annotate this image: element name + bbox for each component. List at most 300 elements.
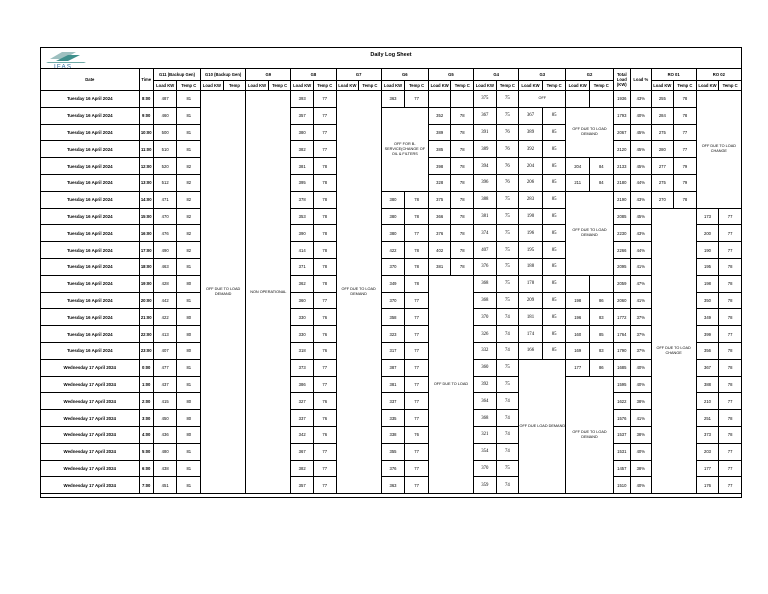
row-time: 17:00 bbox=[139, 242, 153, 259]
g5-load: 381 bbox=[428, 258, 451, 275]
row-time: 13:00 bbox=[139, 174, 153, 191]
g8-temp: 77 bbox=[313, 376, 336, 393]
g11-temp: 82 bbox=[177, 242, 201, 259]
row-load-pct: 40% bbox=[631, 443, 652, 460]
table-row bbox=[41, 309, 742, 326]
row-date: Wednesday 17 April 2024 bbox=[41, 376, 140, 393]
g2-temp: 84 bbox=[589, 174, 613, 191]
g4-temp: 75 bbox=[496, 242, 519, 259]
row-load-pct: 41% bbox=[631, 258, 652, 275]
row-date: Tuesday 16 April 2024 bbox=[41, 191, 140, 208]
row-total-load: 2059 bbox=[613, 275, 630, 292]
g4-load: 364 bbox=[474, 393, 497, 410]
g8-temp: 78 bbox=[313, 242, 336, 259]
g8-load: 393 bbox=[291, 91, 314, 108]
header-unit-temp: Temp C bbox=[719, 81, 742, 91]
row-load-pct: 41% bbox=[631, 292, 652, 309]
row-total-load: 2095 bbox=[613, 258, 630, 275]
g8-load: 390 bbox=[291, 225, 314, 242]
g3-temp: 85 bbox=[542, 242, 566, 259]
g2-temp bbox=[589, 91, 613, 108]
ro02-temp: 77 bbox=[719, 443, 742, 460]
g8-temp: 77 bbox=[313, 460, 336, 477]
g2-load bbox=[566, 275, 590, 292]
ro02-load: 349 bbox=[696, 309, 719, 326]
g11-load: 437 bbox=[153, 376, 177, 393]
g4-load: 396 bbox=[474, 174, 497, 191]
ro01-load: 277 bbox=[651, 158, 674, 175]
ro02-temp: 77 bbox=[719, 225, 742, 242]
g5-load: 352 bbox=[428, 107, 451, 124]
g8-temp: 77 bbox=[313, 91, 336, 108]
g8-temp: 77 bbox=[313, 141, 336, 158]
g8-temp: 76 bbox=[313, 393, 336, 410]
row-date: Tuesday 16 April 2024 bbox=[41, 225, 140, 242]
row-time: 1:00 bbox=[139, 376, 153, 393]
g11-load: 450 bbox=[153, 410, 177, 427]
header-g3: G3 bbox=[519, 69, 566, 81]
ro02-load: 356 bbox=[696, 342, 719, 359]
row-total-load: 1537 bbox=[613, 426, 630, 443]
g11-temp: 82 bbox=[177, 225, 201, 242]
row-total-load: 1510 bbox=[613, 477, 630, 494]
g4-temp: 75 bbox=[496, 91, 519, 108]
row-time: 15:00 bbox=[139, 208, 153, 225]
g8-temp: 78 bbox=[313, 258, 336, 275]
g4-load: 370 bbox=[474, 309, 497, 326]
ro02-temp: 78 bbox=[719, 275, 742, 292]
g5-temp bbox=[451, 91, 474, 108]
g8-load: 318 bbox=[291, 342, 314, 359]
g2-temp bbox=[589, 275, 613, 292]
ro02-temp: 78 bbox=[719, 258, 742, 275]
g11-load: 512 bbox=[153, 174, 177, 191]
row-total-load: 1793 bbox=[613, 107, 630, 124]
row-load-pct: 43% bbox=[631, 191, 652, 208]
g3-load: 196 bbox=[519, 225, 543, 242]
g4-temp: 74 bbox=[496, 443, 519, 460]
row-time: 3:00 bbox=[139, 410, 153, 427]
row-date: Tuesday 16 April 2024 bbox=[41, 158, 140, 175]
g11-load: 490 bbox=[153, 242, 177, 259]
g6-temp: 77 bbox=[405, 326, 429, 343]
g8-load: 373 bbox=[291, 359, 314, 376]
row-load-pct: 40% bbox=[631, 477, 652, 494]
row-time: 22:00 bbox=[139, 326, 153, 343]
header-g8: G8 bbox=[291, 69, 336, 81]
g4-load: 407 bbox=[474, 242, 497, 259]
g5-load: 402 bbox=[428, 242, 451, 259]
g8-load: 337 bbox=[291, 410, 314, 427]
g8-load: 353 bbox=[291, 208, 314, 225]
g2-load: 204 bbox=[566, 158, 590, 175]
g11-temp: 81 bbox=[177, 124, 201, 141]
ro02-status-note: OFF DUE TO LOAD CHANGE bbox=[696, 91, 741, 209]
g11-temp: 81 bbox=[177, 477, 201, 494]
ro02-temp: 77 bbox=[719, 208, 742, 225]
g8-load: 371 bbox=[291, 258, 314, 275]
row-date: Wednesday 17 April 2024 bbox=[41, 443, 140, 460]
g6-temp: 77 bbox=[405, 91, 429, 108]
g8-temp: 77 bbox=[313, 107, 336, 124]
ro02-load: 399 bbox=[696, 326, 719, 343]
table-row bbox=[41, 393, 742, 410]
ro02-load: 176 bbox=[696, 477, 719, 494]
g11-temp: 82 bbox=[177, 158, 201, 175]
g8-load: 414 bbox=[291, 242, 314, 259]
g11-temp: 82 bbox=[177, 208, 201, 225]
row-load-pct: 40% bbox=[631, 359, 652, 376]
row-total-load: 2120 bbox=[613, 141, 630, 158]
row-total-load: 1457 bbox=[613, 460, 630, 477]
row-time: 20:00 bbox=[139, 292, 153, 309]
g4-load: 391 bbox=[474, 124, 497, 141]
header-unit-temp: Temp C bbox=[542, 81, 566, 91]
row-time: 6:00 bbox=[139, 460, 153, 477]
g3-temp: 85 bbox=[542, 208, 566, 225]
g4-load: 360 bbox=[474, 359, 497, 376]
header-unit-load: Load KW bbox=[201, 81, 224, 91]
g4-temp: 76 bbox=[496, 174, 519, 191]
ro02-temp: 77 bbox=[719, 393, 742, 410]
header-unit-load: Load KW bbox=[474, 81, 497, 91]
g3-load: 392 bbox=[519, 141, 543, 158]
g6-temp: 78 bbox=[405, 258, 429, 275]
ro02-temp: 78 bbox=[719, 410, 742, 427]
row-total-load: 2190 bbox=[613, 191, 630, 208]
header-unit-load: Load KW bbox=[519, 81, 543, 91]
g7-status-note: OFF DUE TO LOAD DEMAND bbox=[336, 91, 381, 494]
g6-load: 337 bbox=[381, 393, 405, 410]
g8-load: 330 bbox=[291, 326, 314, 343]
g4-load: 367 bbox=[474, 107, 497, 124]
row-load-pct: 41% bbox=[631, 410, 652, 427]
g4-temp: 75 bbox=[496, 208, 519, 225]
g4-temp: 75 bbox=[496, 258, 519, 275]
g11-temp: 81 bbox=[177, 91, 201, 108]
g11-load: 428 bbox=[153, 275, 177, 292]
g8-load: 342 bbox=[291, 426, 314, 443]
g6-temp: 77 bbox=[405, 477, 429, 494]
row-load-pct: 43% bbox=[631, 225, 652, 242]
g4-load: 368 bbox=[474, 410, 497, 427]
g8-temp: 78 bbox=[313, 158, 336, 175]
table-row bbox=[41, 460, 742, 477]
g3-status-note: OFF DUE LOAD DEMAND bbox=[519, 359, 566, 493]
g4-temp: 74 bbox=[496, 309, 519, 326]
row-time: 7:00 bbox=[139, 477, 153, 494]
g3-load: 166 bbox=[519, 342, 543, 359]
ro02-load: 195 bbox=[696, 258, 719, 275]
g11-temp: 81 bbox=[177, 292, 201, 309]
row-load-pct: 45% bbox=[631, 141, 652, 158]
g11-load: 477 bbox=[153, 359, 177, 376]
row-date: Tuesday 16 April 2024 bbox=[41, 275, 140, 292]
row-date: Tuesday 16 April 2024 bbox=[41, 141, 140, 158]
g6-temp: 77 bbox=[405, 225, 429, 242]
g11-load: 471 bbox=[153, 191, 177, 208]
g2-temp: 83 bbox=[589, 342, 613, 359]
g8-load: 386 bbox=[291, 376, 314, 393]
g4-load: 374 bbox=[474, 225, 497, 242]
g11-temp: 80 bbox=[177, 275, 201, 292]
g2-temp: 86 bbox=[589, 292, 613, 309]
g5-temp: 78 bbox=[451, 124, 474, 141]
ro02-load: 350 bbox=[696, 292, 719, 309]
g8-temp: 78 bbox=[313, 225, 336, 242]
g11-temp: 81 bbox=[177, 443, 201, 460]
ro01-temp: 79 bbox=[674, 174, 697, 191]
ro02-load: 251 bbox=[696, 410, 719, 427]
g3-temp: 85 bbox=[542, 191, 566, 208]
g6-temp: 77 bbox=[405, 393, 429, 410]
table-row bbox=[41, 91, 742, 108]
g8-load: 378 bbox=[291, 191, 314, 208]
g4-load: 368 bbox=[474, 292, 497, 309]
table-row bbox=[41, 359, 742, 376]
row-load-pct: 38% bbox=[631, 426, 652, 443]
g5-load: 366 bbox=[428, 208, 451, 225]
g5-temp: 78 bbox=[451, 158, 474, 175]
ro02-temp: 78 bbox=[719, 359, 742, 376]
g8-load: 357 bbox=[291, 107, 314, 124]
row-time: 8:00 bbox=[139, 91, 153, 108]
g6-load: 381 bbox=[381, 376, 405, 393]
row-load-pct: 37% bbox=[631, 342, 652, 359]
g8-load: 362 bbox=[291, 275, 314, 292]
table-row bbox=[41, 258, 742, 275]
header-unit-load: Load KW bbox=[336, 81, 359, 91]
row-total-load: 1576 bbox=[613, 410, 630, 427]
row-date: Tuesday 16 April 2024 bbox=[41, 309, 140, 326]
ro01-temp: 79 bbox=[674, 158, 697, 175]
row-time: 0:00 bbox=[139, 359, 153, 376]
row-total-load: 2266 bbox=[613, 242, 630, 259]
row-time: 14:00 bbox=[139, 191, 153, 208]
g2-load: 169 bbox=[566, 342, 590, 359]
ro02-load: 388 bbox=[696, 376, 719, 393]
header-g2: G2 bbox=[566, 69, 613, 81]
g3-temp: 85 bbox=[542, 342, 566, 359]
g3-status-note: OFF bbox=[519, 91, 566, 108]
sheet-title: Daily Log Sheet bbox=[370, 52, 412, 58]
row-date: Tuesday 16 April 2024 bbox=[41, 107, 140, 124]
g2-load: 211 bbox=[566, 174, 590, 191]
ro01-temp: 78 bbox=[674, 191, 697, 208]
row-time: 18:00 bbox=[139, 258, 153, 275]
g3-load: 209 bbox=[519, 292, 543, 309]
g11-load: 510 bbox=[153, 141, 177, 158]
g5-temp: 78 bbox=[451, 174, 474, 191]
g11-load: 415 bbox=[153, 393, 177, 410]
table-row bbox=[41, 208, 742, 225]
g4-temp: 75 bbox=[496, 107, 519, 124]
g8-temp: 77 bbox=[313, 443, 336, 460]
ro02-temp: 78 bbox=[719, 376, 742, 393]
g3-temp: 85 bbox=[542, 275, 566, 292]
row-date: Wednesday 17 April 2024 bbox=[41, 477, 140, 494]
g4-temp: 74 bbox=[496, 426, 519, 443]
g6-load: 338 bbox=[381, 426, 405, 443]
g3-load: 195 bbox=[519, 242, 543, 259]
g6-load: 370 bbox=[381, 292, 405, 309]
table-row bbox=[41, 292, 742, 309]
ro02-load: 367 bbox=[696, 359, 719, 376]
g11-temp: 81 bbox=[177, 258, 201, 275]
row-total-load: 2085 bbox=[613, 208, 630, 225]
g4-temp: 74 bbox=[496, 342, 519, 359]
g4-load: 354 bbox=[474, 443, 497, 460]
ro02-temp: 77 bbox=[719, 460, 742, 477]
table-row bbox=[41, 107, 742, 124]
row-date: Tuesday 16 April 2024 bbox=[41, 326, 140, 343]
g6-load: 380 bbox=[381, 191, 405, 208]
ro02-temp: 78 bbox=[719, 426, 742, 443]
g6-load: 380 bbox=[381, 225, 405, 242]
header-time: Time bbox=[139, 69, 153, 91]
g8-temp: 76 bbox=[313, 309, 336, 326]
g11-load: 460 bbox=[153, 107, 177, 124]
g4-temp: 75 bbox=[496, 292, 519, 309]
g6-temp: 77 bbox=[405, 410, 429, 427]
ro02-temp: 78 bbox=[719, 342, 742, 359]
g6-temp: 78 bbox=[405, 191, 429, 208]
row-date: Wednesday 17 April 2024 bbox=[41, 460, 140, 477]
row-total-load: 1622 bbox=[613, 393, 630, 410]
g5-load: 398 bbox=[428, 158, 451, 175]
g5-temp: 78 bbox=[451, 225, 474, 242]
g2-load bbox=[566, 91, 590, 108]
row-date: Tuesday 16 April 2024 bbox=[41, 174, 140, 191]
row-load-pct: 45% bbox=[631, 158, 652, 175]
g3-temp: 85 bbox=[542, 292, 566, 309]
g3-temp: 85 bbox=[542, 107, 566, 124]
row-total-load: 2067 bbox=[613, 124, 630, 141]
g11-temp: 82 bbox=[177, 191, 201, 208]
row-load-pct: 44% bbox=[631, 174, 652, 191]
g3-temp: 85 bbox=[542, 309, 566, 326]
table-row bbox=[41, 477, 742, 494]
g3-load: 190 bbox=[519, 208, 543, 225]
row-load-pct: 47% bbox=[631, 275, 652, 292]
row-time: 16:00 bbox=[139, 225, 153, 242]
g6-service-note: OFF FOR B-SERVICE(CHANGE OF OIL & FILTERS bbox=[381, 107, 428, 191]
g5-load: 375 bbox=[428, 191, 451, 208]
g3-temp: 85 bbox=[542, 258, 566, 275]
g6-load: 358 bbox=[381, 309, 405, 326]
row-load-pct: 45% bbox=[631, 208, 652, 225]
table-row bbox=[41, 426, 742, 443]
ro01-load: 270 bbox=[651, 191, 674, 208]
row-date: Wednesday 17 April 2024 bbox=[41, 393, 140, 410]
g8-load: 360 bbox=[291, 292, 314, 309]
g11-load: 463 bbox=[153, 258, 177, 275]
g5-temp: 78 bbox=[451, 208, 474, 225]
header-total-load: Total Load (KW) bbox=[613, 69, 630, 91]
g2-load: 196 bbox=[566, 309, 590, 326]
g6-load: 422 bbox=[381, 242, 405, 259]
header-unit-load: Load KW bbox=[696, 81, 719, 91]
g4-load: 392 bbox=[474, 376, 497, 393]
g4-temp: 75 bbox=[496, 191, 519, 208]
g5-load bbox=[428, 91, 451, 108]
row-time: 5:00 bbox=[139, 443, 153, 460]
row-date: Wednesday 17 April 2024 bbox=[41, 410, 140, 427]
g3-load: 204 bbox=[519, 158, 543, 175]
g6-load: 363 bbox=[381, 91, 405, 108]
ro01-load: 275 bbox=[651, 174, 674, 191]
row-total-load: 2133 bbox=[613, 158, 630, 175]
g3-temp: 85 bbox=[542, 225, 566, 242]
header-unit-load: Load KW bbox=[428, 81, 451, 91]
ro01-load: 255 bbox=[651, 91, 674, 108]
g11-load: 480 bbox=[153, 443, 177, 460]
g11-temp: 81 bbox=[177, 141, 201, 158]
header-unit-temp: Temp C bbox=[674, 81, 697, 91]
g4-load: 326 bbox=[474, 326, 497, 343]
g3-load: 367 bbox=[519, 107, 543, 124]
row-time: 12:00 bbox=[139, 158, 153, 175]
g4-temp: 74 bbox=[496, 393, 519, 410]
g11-load: 476 bbox=[153, 225, 177, 242]
g8-temp: 78 bbox=[313, 208, 336, 225]
g4-load: 381 bbox=[474, 208, 497, 225]
row-total-load: 1936 bbox=[613, 91, 630, 108]
g3-temp: 85 bbox=[542, 141, 566, 158]
header-unit-temp: Temp C bbox=[313, 81, 336, 91]
g2-temp: 84 bbox=[589, 158, 613, 175]
row-total-load: 2230 bbox=[613, 225, 630, 242]
g11-load: 487 bbox=[153, 91, 177, 108]
g2-status-note: OFF DUE TO LOAD DEMAND bbox=[566, 191, 613, 275]
ro01-temp: 78 bbox=[674, 107, 697, 124]
g11-temp: 81 bbox=[177, 359, 201, 376]
g4-load: 332 bbox=[474, 342, 497, 359]
g10-status-note: OFF DUE TO LOAD DEMAND bbox=[201, 91, 246, 494]
ro02-load: 177 bbox=[696, 460, 719, 477]
g4-temp: 74 bbox=[496, 326, 519, 343]
row-total-load: 1531 bbox=[613, 443, 630, 460]
row-total-load: 1685 bbox=[613, 359, 630, 376]
g11-temp: 81 bbox=[177, 460, 201, 477]
g8-load: 330 bbox=[291, 309, 314, 326]
g6-temp: 77 bbox=[405, 359, 429, 376]
row-date: Tuesday 16 April 2024 bbox=[41, 258, 140, 275]
g8-temp: 77 bbox=[313, 359, 336, 376]
g11-temp: 80 bbox=[177, 342, 201, 359]
g6-temp: 77 bbox=[405, 460, 429, 477]
header-g10: G10 (Backup Gen) bbox=[201, 69, 246, 81]
g5-temp: 78 bbox=[451, 107, 474, 124]
g6-load: 376 bbox=[381, 460, 405, 477]
row-date: Tuesday 16 April 2024 bbox=[41, 292, 140, 309]
g5-load: 376 bbox=[428, 225, 451, 242]
logo-text: IFAS bbox=[54, 63, 73, 69]
g2-status-note: OFF DUE TO LOAD DEMAND bbox=[566, 107, 613, 157]
g8-temp: 78 bbox=[313, 191, 336, 208]
row-total-load: 1764 bbox=[613, 326, 630, 343]
g11-temp: 80 bbox=[177, 393, 201, 410]
g8-load: 395 bbox=[291, 174, 314, 191]
row-load-pct: 38% bbox=[631, 393, 652, 410]
g8-load: 382 bbox=[291, 141, 314, 158]
ro01-load: 284 bbox=[651, 107, 674, 124]
row-load-pct: 43% bbox=[631, 91, 652, 108]
table-row bbox=[41, 275, 742, 292]
row-time: 19:00 bbox=[139, 275, 153, 292]
g6-temp: 77 bbox=[405, 309, 429, 326]
row-time: 23:00 bbox=[139, 342, 153, 359]
